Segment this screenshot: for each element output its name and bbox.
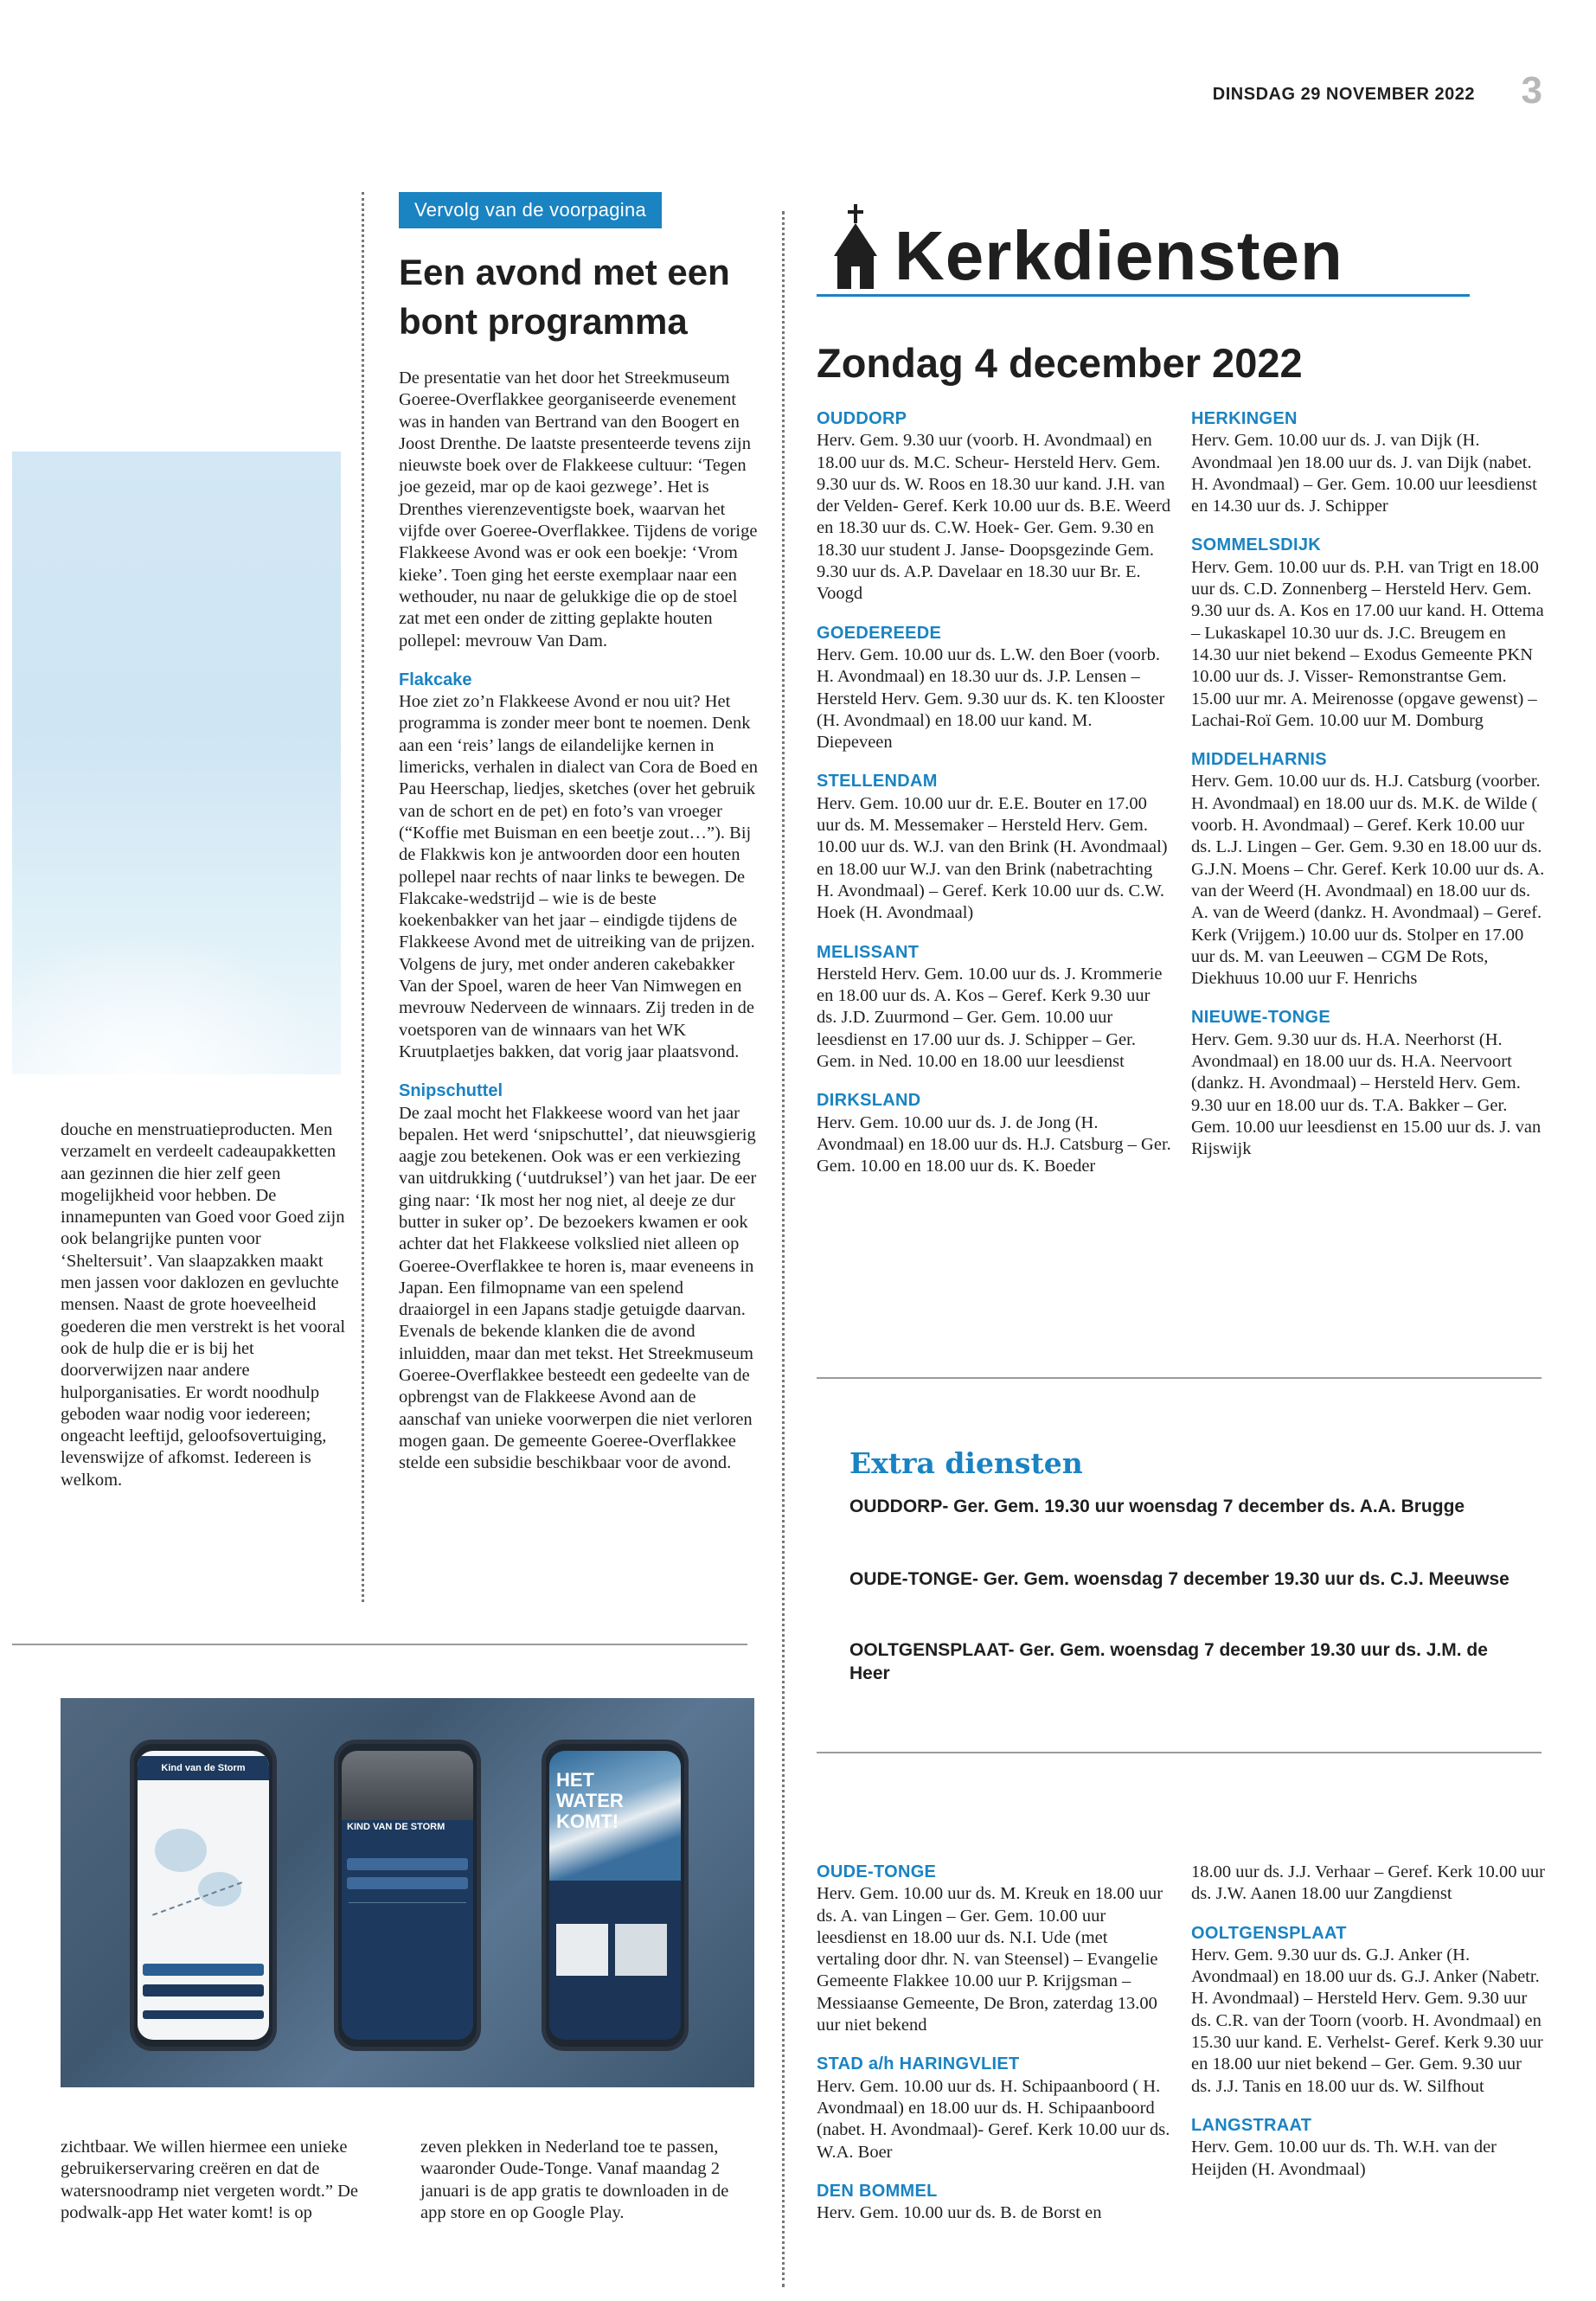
cloud-image [12,917,341,1074]
phone-story-screen [334,1740,481,2051]
extra-services-title: Extra diensten [849,1446,1083,1480]
article-subheading: Flakcake [399,670,472,689]
service-entry [1191,2115,1546,2181]
service-entry [1191,1923,1546,2098]
article-headline: Een avond met een bont programma [399,252,730,342]
service-text: Herv. Gem. 10.00 uur ds. P.H. van Trigt en 18.00 uur ds. C.D. Zonnenberg – Hersteld Herv. Gem. 9.30 uur ds. A. Kos en 17.00 uur kand. H. Ottema – Lukaskapel 10.30 uur ds. J.C. Breugem en 14.30 uur niet bekend – Exodus Gemeente PKN 10.00 uur ds. J. Visser- Remonstrantse Gem. 15.00 uur mr. A. Meirenosse (opgave gewenst) – Lachai-Roï Gem. 10.00 uur M. Domburg [1191,557,1544,730]
left-column-text: douche en menstruatieproducten. Men verzamelt en verdeelt cadeaupakketten aan gezinnen die hier zelf geen mogelijkheid voor hebben. De innamepunten van Goed voor Goed zijn ook belangrijke punten voor ‘Sheltersuit’. Van slaapzakken maakt men jassen voor daklozen en gevluchte mensen. Naast de grote hoeveelheid goederen die men verstrekt is het vooral ook de hulp die er is bij het doorverwijzen naar andere hulporganisaties. Er wordt noodhulp geboden waar nodig voor iedereen; ongeacht leeftijd, geloofsovertuiging, levenswijze of afkomst. Iedereen is welkom. [61,1120,346,1490]
thumbnail [556,1924,608,1976]
service-entry [1191,749,1546,990]
thumbnail [615,1924,667,1976]
extra-service-item: OUDDORP- Ger. Gem. 19.30 uur woensdag 7 december ds. A.A. Brugge [849,1497,1465,1516]
service-entry [817,942,1171,1074]
service-text: Herv. Gem. 10.00 uur ds. J. van Dijk (H. Avondmaal )en 18.00 uur ds. J. van Dijk (nabet. H. Avondmaal) – Ger. Gem. 10.00 uur leesdienst en 14.30 uur ds. J. Schipper [1191,431,1537,516]
service-entry [817,623,1171,754]
service-text: Herv. Gem. 10.00 uur ds. M. Kreuk en 18.00 uur ds. A. van Lingen – Ger. Gem. 10.00 uur leesdienst en 18.00 uur ds. N.I. Ude (met vertaling door dhr. N. van Steensel) – Evangelie Gemeente Flakkee 10.00 uur P. Krijgsman – Messiaanse Gemeente, De Bron, zaterdag 13.00 uur niet bekend [817,1884,1163,2035]
church-icon [829,204,882,298]
service-text: Herv. Gem. 9.30 uur (voorb. H. Avondmaal) en 18.00 uur ds. M.C. Scheur- Hersteld Herv. Gem. 9.30 uur ds. W. Roos en 18.30 uur kand. J.H. van der Velden- Geref. Kerk 10.00 uur ds. B.E. Weerd en 18.30 uur ds. C.W. Hoek- Ger. Gem. 9.30 en 18.30 uur student J. Janse- Doopsgezinde Gem. 9.30 uur ds. A.P. Davelaar en 18.30 uur Br. E. Voogd [817,431,1171,604]
place-name: DIRKSLAND [817,1091,921,1111]
section-title: Kerkdiensten [894,217,1343,294]
section-rule [12,1644,747,1645]
service-entry [1191,408,1546,517]
place-name: SOMMELSDIJK [1191,535,1321,555]
audio-bar [143,1984,264,1997]
place-name: STAD a/h HARINGVLIET [817,2054,1020,2074]
service-text: Herv. Gem. 10.00 uur ds. J. de Jong (H. Avondmaal) en 18.00 uur ds. H.J. Catsburg – Ger. Gem. 10.00 en 18.00 uur ds. K. Boeder [817,1112,1171,1176]
service-text: Herv. Gem. 10.00 uur ds. H.J. Catsburg (voorber. H. Avondmaal) en 18.00 uur ds. M.K. de Wilde ( voorb. H. Avondmaal) – Geref. Kerk 10.00 uur ds. L.J. Lingen – Ger. Gem. 9.30 en 18.00 uur ds. G.J.N. Moens – Chr. Geref. Kerk 10.00 uur ds. A. van der Weerd (H. Avondmaal) en 18.00 uur ds. A. van de Weerd (dankz. H. Avondmaal) – Geref. Kerk (Vrijgem.) 10.00 uur ds. Stolper en 17.00 uur ds. M. van Leeuwen – CGM De Rots, Diekhuus 10.00 uur F. Henrichs [1191,772,1545,989]
place-name: MELISSANT [817,942,920,962]
phone-map-screen [130,1740,277,2051]
place-name: OUDE-TONGE [817,1862,937,1881]
place-name: HERKINGEN [1191,409,1298,428]
article-paragraph: De presentatie van het door het Streekmuseum Goeree-Overflakkee georganiseerde evenement was in handen van Bertrand van den Boogert en Joost Drenthe. De laatste presenteerde tevens zijn nieuwste boek over de Flakkeese cultuur: ‘Tegen joe gezeid, mar op de kaoi gezwege’. Het is Drenthes vierenzeventigste boek, waarvan het vijfde over Goeree-Overflakkee. Tijdens de vorige Flakkeese Avond was er ook een boekje: ‘Vrom kieke’. Toen ging het eerste exemplaar naar een wethouder, nu naar de gelukkige die op de stoel zat met een onder de zitting geplakte houten pollepel: mevrouw Van Dam. [399,369,758,651]
place-name: STELLENDAM [817,772,938,792]
bottom-mid-text: zeven plekken in Nederland toe te passen, waaronder Oude-Tonge. Vanaf maandag 2 januari is de app gratis te downloaden in de app store en op Google Play. [420,2138,729,2222]
article-subheading: Snipschuttel [399,1081,503,1101]
service-entry [817,2054,1171,2163]
service-text: Herv. Gem. 9.30 uur ds. G.J. Anker (H. Avondmaal) en 18.00 uur ds. G.J. Anker (Nabetr. H. Avondmaal) – Hersteld Herv. Gem. 9.30 uur ds. C.R. van der Toorn (voorb. H. Avondmaal) en 15.30 uur kand. E. Verhelst- Geref. Kerk 9.30 uur en 18.00 uur niet bekend – Ger. Gem. 9.30 uur ds. J.J. Tanis en 18.00 uur ds. W. Silfhout [1191,1945,1543,2096]
services-column [1191,408,1546,1178]
service-text: Herv. Gem. 10.00 uur ds. H. Schipaanboord ( H. Avondmaal) en 18.00 uur ds. H. Schipaanboord (nabet. H. Avondmaal)- Geref. Kerk 10.00 uur ds. W.A. Boer [817,2076,1170,2162]
article-paragraph: Hoe ziet zo’n Flakkeese Avond er nou uit? Het programma is zonder meer bont te noemen. Denk aan een ‘reis’ langs de eilandelijke kernen in limericks, verhalen in dialect van Cora de Boed en Pau Heerschap, liedjes, sketches (over het gebruik van de schort en de pet) en foto’s van vroeger (“Koffie met Buisman en een beetje zout…”). Bij de Flakkwis kon je antwoorden door een houten pollepel naar rechts of naar links te bewegen. De Flakcake-wedstrijd – wie is de beste koekenbakker van het jaar – eindigde tijdens de Flakkeese Avond met de uitreiking van de prijzen. Volgens de jury, met onder anderen cakebakker Van der Spoel, waren de heer Van Nimwegen en mevrouw Nederveen de winnaars. Zij treden in de voetsporen van de winnaars van het WK Kruutplaetjes bakken, dat vorig jaar plaatsvond. [399,692,758,1061]
audio-bar [347,1858,468,1870]
place-name: LANGSTRAAT [1191,2115,1312,2135]
article-paragraph: De zaal mocht het Flakkeese woord van het jaar bepalen. Het werd ‘snipschuttel’, dat nieuwsgierig aagje zou betekenen. Ook was er een verkiezing van uitdrukking (‘uutdruksel’) van het jaar. De eer ging naar: ‘Ik most her nog niet, al deeje ze dur butter in suker op’. De bezoekers kwamen er ook achter dat het Flakkeese volkslied niet alleen op Goeree-Overflakkee te horen is, maar eveneens in Japan. Een filmopname van een spelend draaiorgel in een Japans stadje getuigde daarvan. Evenals de bekende klanken die de avond inluidden, maar dan met tekst. Het Streekmuseum Goeree-Overflakkee besteedt een gedeelte van de opbrengst van de Flakkeese Avond aan de aanschaf van unieke voorwerpen die niet verloren mogen gaan. De gemeente Goeree-Overflakkee stelde een subsidie beschikbaar voor de avond. [399,1103,757,1473]
service-text: Herv. Gem. 10.00 uur dr. E.E. Bouter en 17.00 uur ds. M. Messemaker – Hersteld Herv. Gem. 10.00 uur ds. W.J. van den Brink (H. Avondmaal) en 18.00 uur W.J. van den Brink (nabetrachting H. Avondmaal) – Geref. Kerk 10.00 uur ds. C.W. Hoek (H. Avondmaal) [817,793,1168,923]
service-text: Herv. Gem. 10.00 uur ds. B. de Borst en [817,2203,1102,2223]
article-body [399,368,758,1475]
section-rule [817,1752,1542,1753]
service-entry [1191,1007,1546,1160]
issue-date: DINSDAG 29 NOVEMBER 2022 [1212,85,1475,104]
audio-bar [143,1964,264,1976]
story-photo [342,1751,473,1820]
place-name: MIDDELHARNIS [1191,750,1327,770]
service-text: Herv. Gem. 10.00 uur ds. L.W. den Boer (voorb. H. Avondmaal) en 18.30 uur ds. J.P. Lensen – Hersteld Herv. Gem. 9.30 uur ds. K. ten Klooster (H. Avondmaal) en 18.00 uur kand. M. Diepeveen [817,644,1165,753]
service-entry [1191,535,1546,732]
service-date: Zondag 4 december 2022 [817,340,1303,386]
section-rule [817,1377,1542,1379]
service-entry [817,1090,1171,1177]
phone-title: Kind van de Storm [138,1756,269,1780]
services-column [817,408,1171,1195]
place-name: DEN BOMMEL [817,2181,938,2201]
service-entry [817,408,1171,606]
title-rule [817,294,1470,297]
services-column [817,1862,1171,2241]
map-area [155,1829,207,1872]
continued-label: Vervolg van de voorpagina [399,192,662,228]
service-entry [817,771,1171,924]
bottom-left-text: zichtbaar. We willen hiermee een unieke gebruikerservaring creëren en dat de watersnoodramp niet vergeten wordt.” De podwalk-app Het water komt! is op [61,2138,359,2222]
story-text-area [349,1902,466,1972]
service-entry [817,1862,1171,2036]
audio-bar [347,1877,468,1889]
place-name: NIEUWE-TONGE [1191,1008,1331,1028]
service-text: Hersteld Herv. Gem. 10.00 uur ds. J. Krommerie en 18.00 uur ds. A. Kos – Geref. Kerk 9.30 uur ds. J.D. Zuurmond – Ger. Gem. 10.00 uur leesdienst en 17.00 uur ds. J. Schipper – Ger. Gem. in Ned. 10.00 en 18.00 uur leesdienst [817,964,1163,1072]
extra-service-item: OOLTGENSPLAAT- Ger. Gem. woensdag 7 december 19.30 uur ds. J.M. de Heer [849,1640,1488,1683]
phone-water-screen [542,1740,689,2051]
place-name: OOLTGENSPLAAT [1191,1923,1347,1943]
audio-bar [143,2010,264,2019]
service-text: Herv. Gem. 10.00 uur ds. Th. W.H. van der Heijden (H. Avondmaal) [1191,2138,1497,2179]
app-screenshots-photo [61,1698,754,2087]
column-divider [362,192,364,1602]
phone-title: KIND VAN DE STORM [347,1822,445,1832]
phone-title: HET WATER KOMT! [556,1769,624,1832]
service-text: Herv. Gem. 9.30 uur ds. H.A. Neerhorst (H. Avondmaal) en 18.00 uur ds. H.A. Neervoort (dankz. H. Avondmaal) – Hersteld Herv. Gem. 9.30 uur en 18.00 uur ds. T.A. Bakker – Ger. Gem. 10.00 uur leesdienst en 15.00 uur ds. J. van Rijswijk [1191,1029,1542,1159]
place-name: OUDDORP [817,409,907,428]
services-column [1191,1862,1546,2198]
service-entry [817,2181,1171,2225]
extra-service-item: OUDE-TONGE- Ger. Gem. woensdag 7 december 19.30 uur ds. C.J. Meeuwse [849,1569,1509,1589]
column-divider [782,211,785,2287]
service-continuation: 18.00 uur ds. J.J. Verhaar – Geref. Kerk 10.00 uur ds. J.W. Aanen 18.00 uur Zangdienst [1191,1862,1545,1904]
place-name: GOEDEREEDE [817,623,942,643]
page-number: 3 [1521,69,1542,112]
